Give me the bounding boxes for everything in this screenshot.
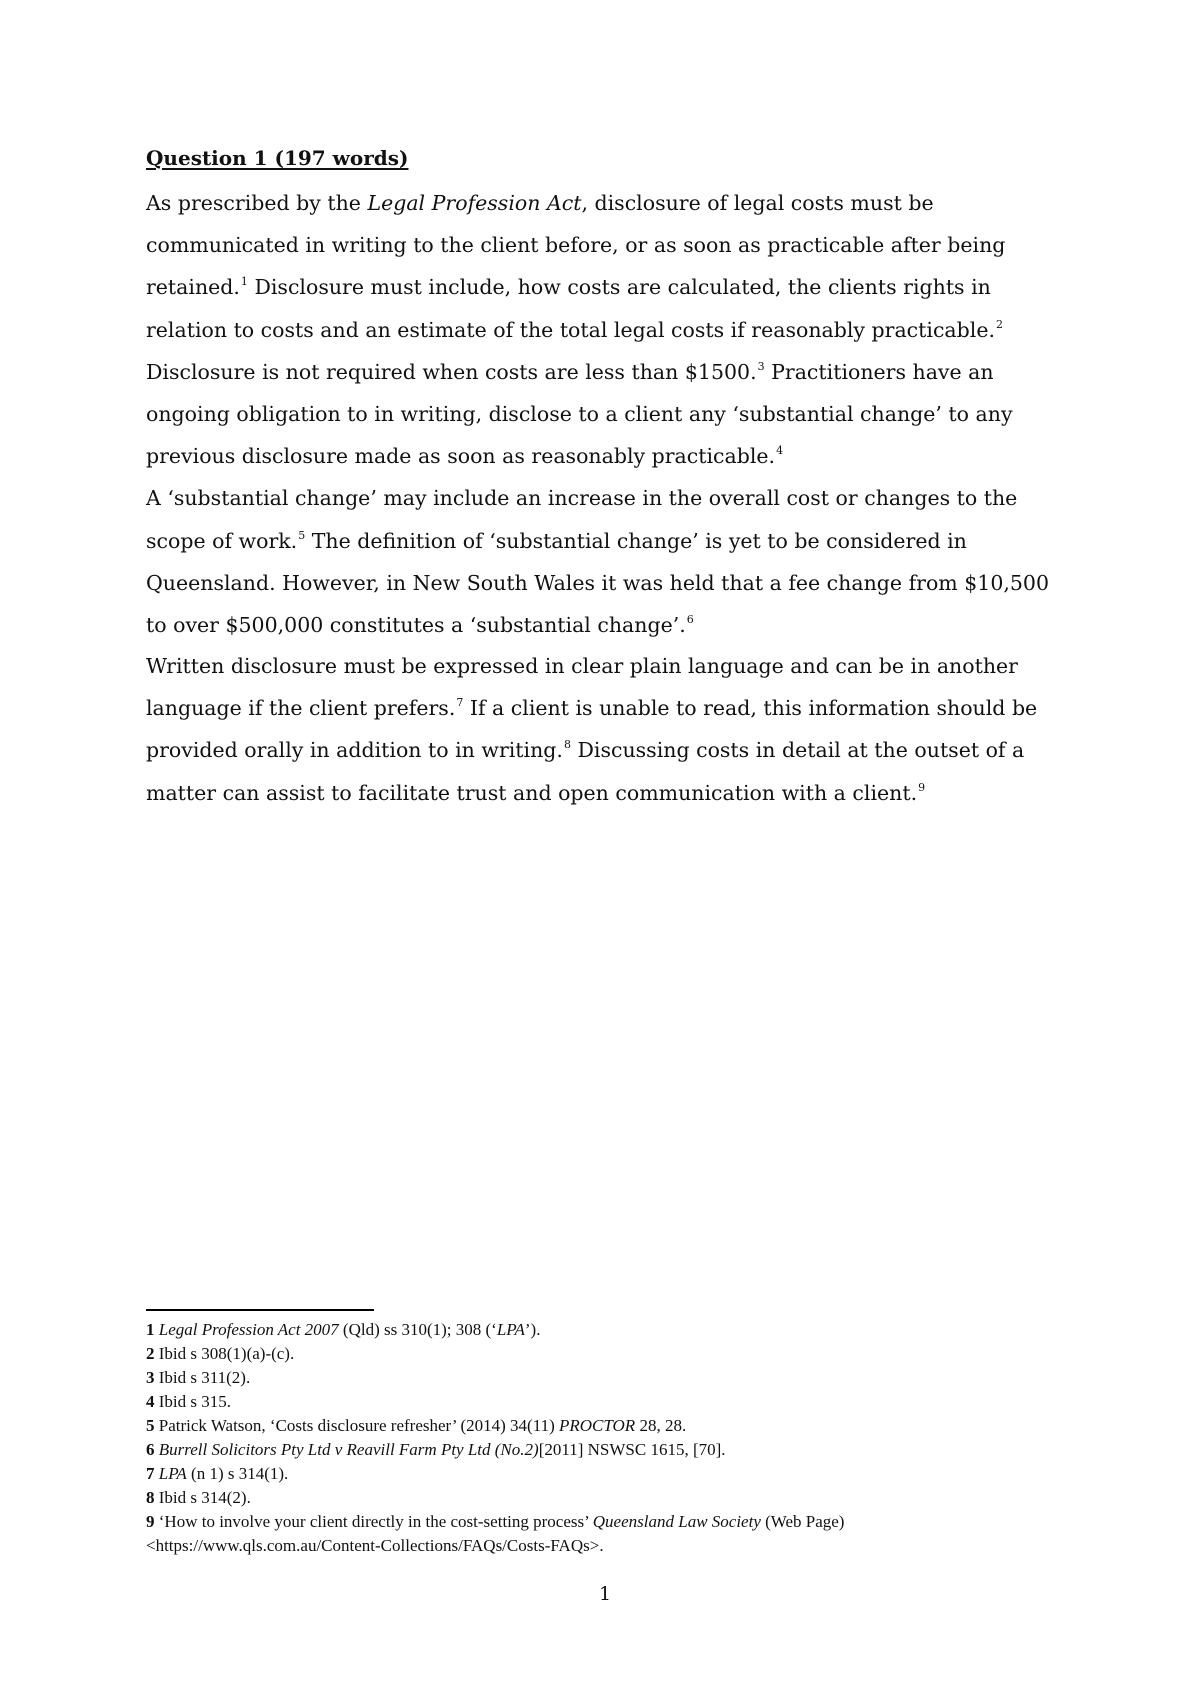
p1-sentence-6: The definition of ‘substantial change’ is yet to be considered in Queensland. However, in New South Wales it was held that a fee change from $10,500 to over $500,000 constitutes a ‘substantial change’. [146, 528, 1050, 638]
footnote-ref-9[interactable]: 9 [918, 780, 926, 794]
footnote-text: (Web Page) [760, 1512, 845, 1531]
footnote-number: 9 [146, 1512, 155, 1531]
footnote-9 [146, 1510, 1066, 1558]
footnote-ref-7[interactable]: 7 [456, 696, 464, 710]
footnote-number: 8 [146, 1488, 155, 1507]
footnote-number: 3 [146, 1368, 155, 1387]
p2-sentence-1: Written disclosure must be expressed in clear plain language and can be in another language if the client prefers. [146, 654, 1018, 721]
footnote-number: 5 [146, 1416, 155, 1435]
p1-sentence-1a: As prescribed by the [146, 191, 368, 215]
footnote-text: Ibid s 308(1)(a)-(c). [154, 1344, 295, 1363]
footnote-separator [146, 1309, 374, 1311]
paragraph-2 [146, 645, 1076, 814]
footnote-ref-1[interactable]: 1 [240, 275, 248, 289]
footnote-ref-4[interactable]: 4 [776, 444, 784, 458]
footnote-italic: Legal Profession Act 2007 [158, 1320, 339, 1339]
footnote-text: Ibid s 315. [154, 1392, 231, 1411]
p1-sentence-3: Disclosure is not required when costs are less than $1500. [146, 359, 757, 384]
footnote-italic: PROCTOR [559, 1416, 636, 1435]
footnote-5 [146, 1414, 1066, 1438]
footnote-italic: LPA [158, 1464, 187, 1483]
p2-sentence-3: Discussing costs in detail at the outset of a matter can assist to facilitate trust and open communication with a client. [146, 738, 1025, 805]
footnote-number: 4 [146, 1392, 155, 1411]
paragraph-1 [146, 182, 1076, 646]
footnote-8 [146, 1486, 1066, 1510]
footnote-text: 28, 28. [635, 1416, 687, 1435]
p1-sentence-4: Practitioners have an ongoing obligation to in writing, disclose to a client any ‘substantial change’ to any previous disclosure made as soon as reasonably practicable. [146, 359, 1013, 469]
footnote-url-link[interactable]: <https://www.qls.com.au/Content-Collections/FAQs/Costs-FAQs>. [146, 1536, 604, 1555]
footnote-7 [146, 1462, 1066, 1486]
p1-sentence-1b: , disclosure of legal costs must be communicated in writing to the client before, or as soon as practicable after being retained. [146, 191, 1006, 300]
footnote-italic: Queensland Law Society [592, 1512, 761, 1531]
question-heading: Question 1 (197 words) [146, 146, 409, 170]
footnotes [146, 1318, 1066, 1558]
footnote-ref-2[interactable]: 2 [995, 317, 1003, 331]
footnote-ref-8[interactable]: 8 [563, 738, 571, 752]
footnote-number: 2 [146, 1344, 155, 1363]
page-number: 1 [598, 1583, 612, 1605]
footnote-text: Ibid s 314(2). [154, 1488, 251, 1507]
p1-act-title: Legal Profession Act [367, 191, 582, 215]
footnote-text: Patrick Watson, ‘Costs disclosure refresher’ (2014) 34(11) [154, 1416, 559, 1435]
footnote-text: [2011] NSWSC 1615, [70]. [538, 1440, 726, 1459]
footnote-text: ‘How to involve your client directly in the cost-setting process’ [154, 1512, 593, 1531]
footnote-6 [146, 1438, 1066, 1462]
p1-sentence-5: A ‘substantial change’ may include an increase in the overall cost or changes to the scope of work. [146, 486, 1018, 553]
footnote-text: (n 1) s 314(1). [186, 1464, 289, 1483]
footnote-italic: Burrell Solicitors Pty Ltd v Reavill Farm Pty Ltd (No.2) [158, 1440, 539, 1459]
footnote-number: 1 [146, 1320, 155, 1339]
footnote-italic: LPA [496, 1320, 525, 1339]
footnote-text: (Qld) ss 310(1); 308 (‘ [338, 1320, 497, 1339]
footnote-3 [146, 1366, 1066, 1390]
p2-sentence-2: If a client is unable to read, this information should be provided orally in addition to in writing. [146, 696, 1038, 763]
footnote-1 [146, 1318, 1066, 1342]
footnote-ref-5[interactable]: 5 [298, 528, 306, 542]
footnote-ref-3[interactable]: 3 [757, 359, 765, 373]
footnote-number: 7 [146, 1464, 155, 1483]
p1-sentence-2: Disclosure must include, how costs are calculated, the clients rights in relation to costs and an estimate of the total legal costs if reasonably practicable. [146, 275, 995, 342]
footnote-number: 6 [146, 1440, 155, 1459]
footnote-2 [146, 1342, 1066, 1366]
footnote-text: Ibid s 311(2). [154, 1368, 251, 1387]
footnote-ref-6[interactable]: 6 [686, 613, 694, 627]
footnote-text: ’). [524, 1320, 541, 1339]
footnote-4 [146, 1390, 1066, 1414]
